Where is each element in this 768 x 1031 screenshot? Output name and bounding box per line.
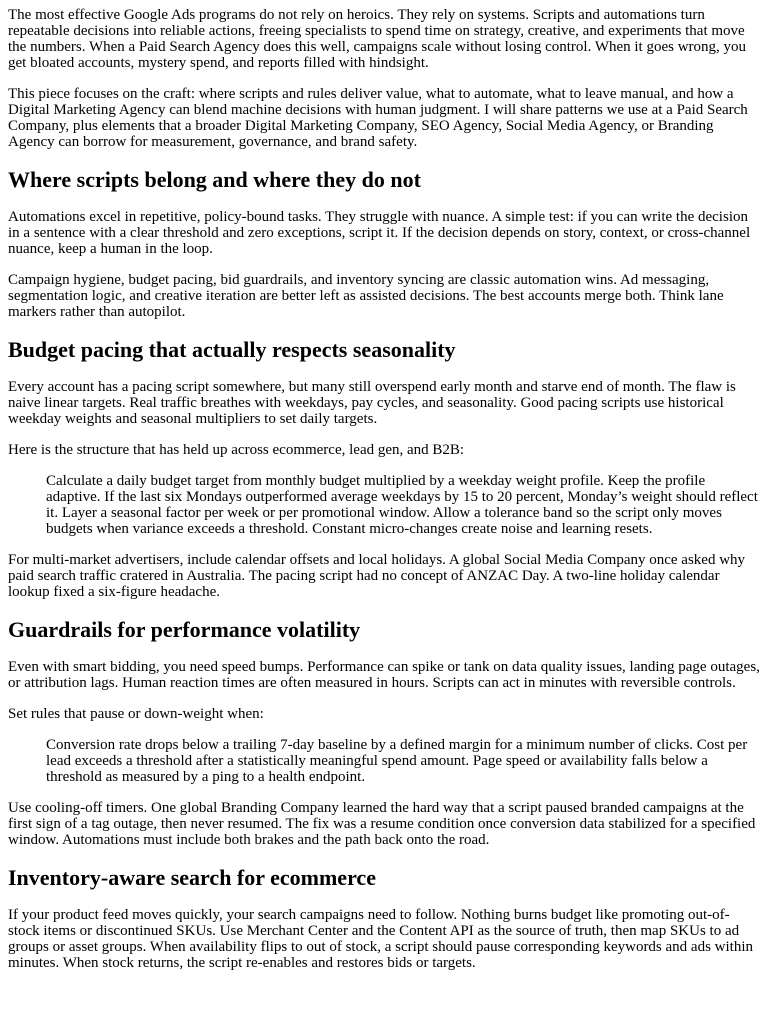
section-heading-scripts: Where scripts belong and where they do not [8,167,421,192]
article-page [0,7,768,1031]
section-heading-budget-pacing: Budget pacing that actually respects seasonality [8,337,456,362]
intro-paragraph-2: This piece focuses on the craft: where scripts and rules deliver value, what to automate, what to leave manual, and how a Digital Marketing Agency can blend machine decisions with human judgment. I will share patterns we use at a Paid Search Company, plus elements that a broader Digital Marketing Company, SEO Agency, Social Media Agency, or Branding Agency can borrow for measurement, governance, and brand safety. [8,86,748,150]
section-paragraph: Automations excel in repetitive, policy-bound tasks. They struggle with nuance. A simple test: if you can write the decision in a sentence with a clear threshold and zero exceptions, script it. If the decision depends on story, context, or cross-channel nuance, keep a human in the loop. [8,209,751,257]
blockquote-text: Conversion rate drops below a trailing 7-day baseline by a defined margin for a minimum number of clicks. Cost per lead exceeds a threshold after a statistically meaningful spend amount. Page speed or availability falls below a threshold as measured by a ping to a health endpoint. [46,737,748,785]
section-paragraph: Every account has a pacing script somewhere, but many still overspend early month and starve end of month. The flaw is naive linear targets. Real traffic breathes with weekdays, pay cycles, and seasonality. Good pacing scripts use historical weekday weights and seasonal multipliers to set daily targets. [8,379,736,427]
section-paragraph: Set rules that pause or down-weight when: [8,706,264,722]
section-heading-guardrails: Guardrails for performance volatility [8,617,361,642]
intro-paragraph-1: The most effective Google Ads programs do not rely on heroics. They rely on systems. Scripts and automations turn repeatable decisions into reliable actions, freeing specialists to spend time on strategy, creative, and experiments that move the numbers. When a Paid Search Agency does this well, campaigns scale without losing control. When it goes wrong, you get bloated accounts, mystery spend, and reports filled with hindsight. [8,7,747,71]
blockquote [46,737,760,785]
section-paragraph: Campaign hygiene, budget pacing, bid guardrails, and inventory syncing are classic automation wins. Ad messaging, segmentation logic, and creative iteration are better left as assisted decisions. The best accounts merge both. Think lane markers rather than autopilot. [8,272,724,320]
section-paragraph: If your product feed moves quickly, your search campaigns need to follow. Nothing burns budget like promoting out-of-stock items or discontinued SKUs. Use Merchant Center and the Content API as the source of truth, then map SKUs to ad groups or asset groups. When availability flips to out of stock, a script should pause corresponding keywords and ads within minutes. When stock returns, the script re-enables and restores bids or targets. [8,907,754,971]
section-heading-inventory: Inventory-aware search for ecommerce [8,865,376,890]
blockquote [46,473,760,537]
section-paragraph: For multi-market advertisers, include calendar offsets and local holidays. A global Social Media Company once asked why paid search traffic cratered in Australia. The pacing script had no concept of ANZAC Day. A two-line holiday calendar lookup fixed a six-figure headache. [8,552,746,600]
blockquote-text: Calculate a daily budget target from monthly budget multiplied by a weekday weight profile. Keep the profile adaptive. If the last six Mondays outperformed average weekdays by 15 to 20 percent, Monday’s weight should reflect it. Layer a seasonal factor per week or per promotional window. Allow a tolerance band so the script only moves budgets when variance exceeds a threshold. Constant micro-changes create noise and learning resets. [46,473,758,537]
section-paragraph: Use cooling-off timers. One global Branding Company learned the hard way that a script paused branded campaigns at the first sign of a tag outage, then never resumed. The fix was a resume condition once conversion data stabilized for a specified window. Automations must include both brakes and the path back onto the road. [8,800,756,848]
section-paragraph: Here is the structure that has held up across ecommerce, lead gen, and B2B: [8,442,465,458]
section-paragraph: Even with smart bidding, you need speed bumps. Performance can spike or tank on data quality issues, landing page outages, or attribution lags. Human reaction times are often measured in hours. Scripts can act in minutes with reversible controls. [8,659,760,691]
